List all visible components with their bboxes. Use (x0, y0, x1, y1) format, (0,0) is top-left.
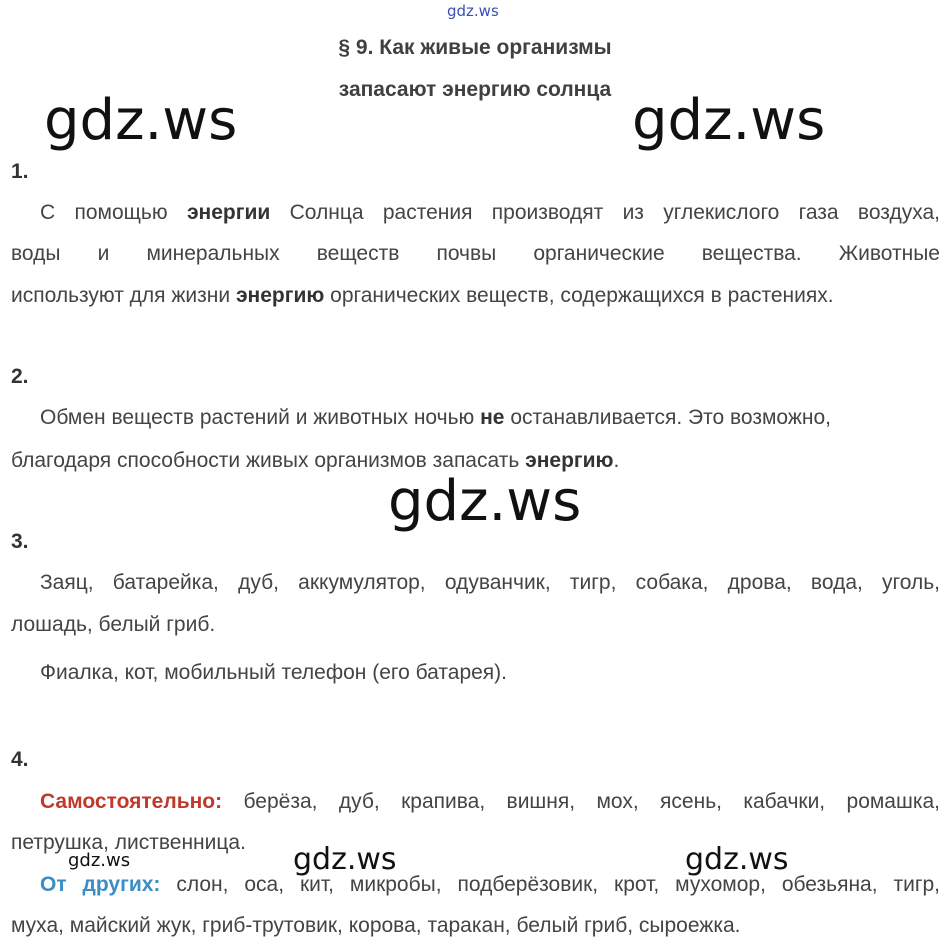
section-3-line-2: лошадь, белый гриб. (11, 613, 216, 636)
watermark-bottom-mid: gdz.ws (293, 842, 397, 877)
section-4-line-2: петрушка, лиственница. (11, 831, 246, 854)
section-4-number: 4. (11, 748, 29, 771)
watermark-left: gdz.ws (44, 88, 238, 153)
section-3-number: 3. (11, 530, 29, 553)
section-2-number: 2. (11, 365, 29, 388)
section-3-line-1: Заяц, батарейка, дуб, аккумулятор, одуванчик, тигр, собака, дрова, вода, уголь, (40, 571, 940, 594)
watermark-top: gdz.ws (447, 2, 499, 20)
page-title-line1: § 9. Как живые организмы (338, 36, 612, 59)
section-1-number: 1. (11, 160, 29, 183)
watermark-small: gdz.ws (68, 850, 131, 871)
section-2-line-2: благодаря способности живых организмов запасать энергию. (11, 449, 620, 472)
section-1-line-2: воды и минеральных веществ почвы органические вещества. Животные (11, 242, 940, 265)
section-2-line-1: Обмен веществ растений и животных ночью не останавливается. Это возможно, (40, 406, 832, 429)
watermark-center: gdz.ws (388, 469, 582, 534)
section-4-line-1: Самостоятельно: берёза, дуб, крапива, вишня, мох, ясень, кабачки, ромашка, (40, 790, 940, 813)
section-1-line-3: используют для жизни энергию органических веществ, содержащихся в растениях. (11, 284, 834, 307)
section-4-line-4: муха, майский жук, гриб-трутовик, корова, таракан, белый гриб, сыроежка. (11, 914, 741, 937)
section-3-line-3: Фиалка, кот, мобильный телефон (его батарея). (40, 661, 508, 684)
section-1-line-1: С помощью энергии Солнца растения производят из углекислого газа воздуха, (40, 201, 940, 224)
page-title-line2: запасают энергию солнца (338, 78, 612, 101)
from-others-label: От других: (40, 873, 161, 896)
section-4-line-3: От других: слон, оса, кит, микробы, подберёзовик, крот, мухомор, обезьяна, тигр, (40, 873, 940, 896)
independent-label: Самостоятельно: (40, 790, 223, 813)
watermark-bottom-right: gdz.ws (685, 842, 789, 877)
watermark-right: gdz.ws (632, 88, 826, 153)
